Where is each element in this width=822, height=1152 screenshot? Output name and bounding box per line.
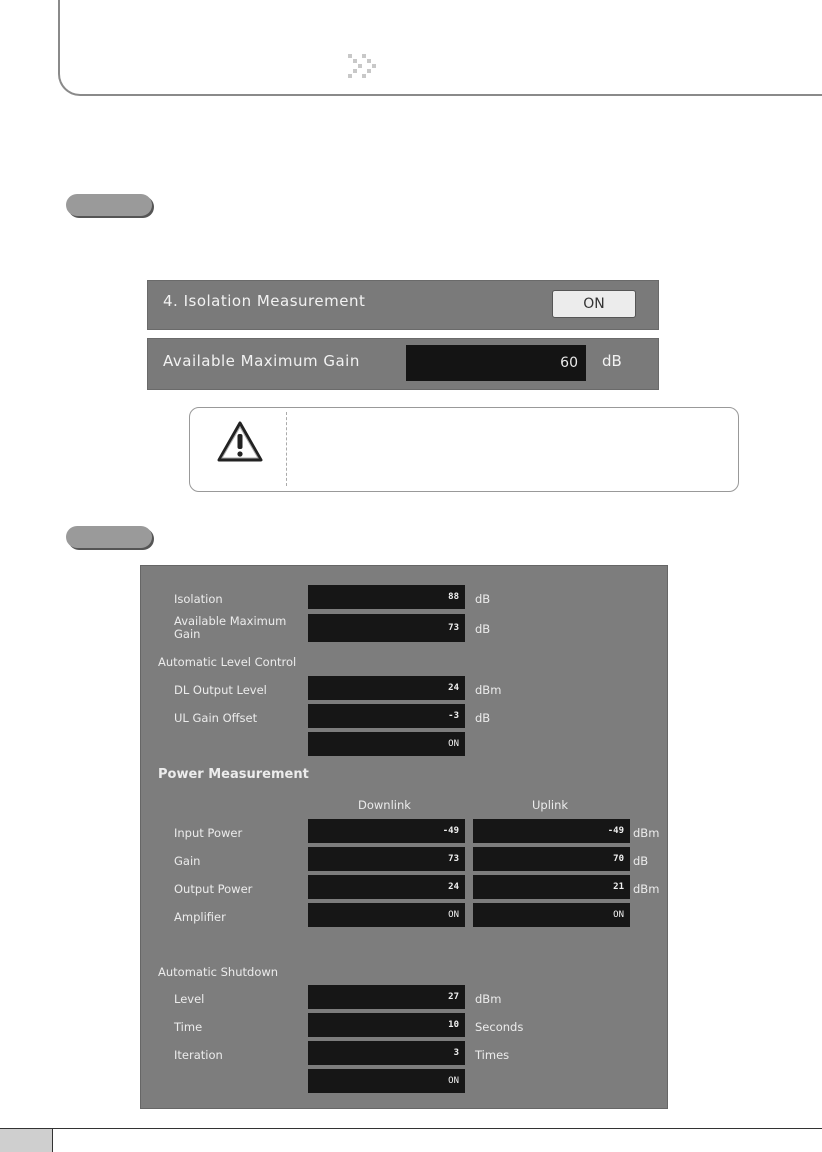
ul-gain-offset-unit: dB <box>475 711 491 725</box>
shutdown-state-field[interactable]: ON <box>308 1069 465 1093</box>
pm-uplink-value: 21 <box>473 875 630 899</box>
shutdown-level-label: Level <box>174 992 205 1006</box>
dl-output-unit: dBm <box>475 683 502 697</box>
amg-label: Available Maximum Gain <box>174 614 287 641</box>
available-gain-label: Available Maximum Gain <box>163 352 360 370</box>
warning-divider <box>286 412 287 486</box>
shutdown-time-label: Time <box>174 1020 203 1034</box>
isolation-measurement-title: 4. Isolation Measurement <box>163 292 366 310</box>
amplifier-downlink-state[interactable]: ON <box>308 903 465 927</box>
alc-state-field[interactable]: ON <box>308 732 465 756</box>
footer-bar <box>0 1128 822 1152</box>
header-frame <box>58 0 822 96</box>
pm-downlink-value: -49 <box>308 819 465 843</box>
downlink-header: Downlink <box>358 798 411 812</box>
available-gain-field: 60 <box>406 345 586 381</box>
isolation-unit: dB <box>475 592 491 606</box>
pm-row-label: Gain <box>174 854 201 868</box>
pm-uplink-value: 70 <box>473 847 630 871</box>
pm-row-label: Amplifier <box>174 910 226 924</box>
shutdown-time-unit: Seconds <box>475 1020 524 1034</box>
pm-row-unit: dB <box>633 854 649 868</box>
section-marker-2 <box>66 526 152 548</box>
pm-downlink-value: 24 <box>308 875 465 899</box>
dl-output-label: DL Output Level <box>174 683 267 697</box>
shutdown-iteration-value: 3 <box>308 1041 465 1065</box>
available-gain-unit: dB <box>602 352 622 370</box>
ul-gain-offset-label: UL Gain Offset <box>174 711 258 725</box>
shutdown-iteration-unit: Times <box>475 1048 510 1062</box>
measurement-panel <box>140 565 668 1109</box>
isolation-value: 88 <box>308 585 465 609</box>
pm-row-unit: dBm <box>633 826 660 840</box>
shutdown-iteration-label: Iteration <box>174 1048 223 1062</box>
isolation-label: Isolation <box>174 592 223 606</box>
pm-row-unit: dBm <box>633 882 660 896</box>
dl-output-value: 24 <box>308 676 465 700</box>
amplifier-uplink-state[interactable]: ON <box>473 903 630 927</box>
pm-row-label: Input Power <box>174 826 243 840</box>
section-marker-1 <box>66 194 152 216</box>
shutdown-level-unit: dBm <box>475 992 502 1006</box>
footer-block <box>0 1129 53 1152</box>
shutdown-time-value: 10 <box>308 1013 465 1037</box>
pm-uplink-value: -49 <box>473 819 630 843</box>
ul-gain-offset-value: -3 <box>308 704 465 728</box>
available-gain-panel <box>147 338 659 390</box>
amg-value: 73 <box>308 614 465 642</box>
alc-title: Automatic Level Control <box>158 655 297 669</box>
warning-icon <box>216 420 264 464</box>
warning-box <box>189 407 739 492</box>
pm-row-label: Output Power <box>174 882 253 896</box>
amg-unit: dB <box>475 622 491 636</box>
isolation-on-button[interactable]: ON <box>552 290 636 318</box>
pm-downlink-value: 73 <box>308 847 465 871</box>
power-measurement-title: Power Measurement <box>158 767 309 782</box>
uplink-header: Uplink <box>532 798 569 812</box>
double-chevron-icon <box>346 50 386 80</box>
auto-shutdown-title: Automatic Shutdown <box>158 965 279 979</box>
isolation-measurement-panel <box>147 280 659 330</box>
shutdown-level-value: 27 <box>308 985 465 1009</box>
